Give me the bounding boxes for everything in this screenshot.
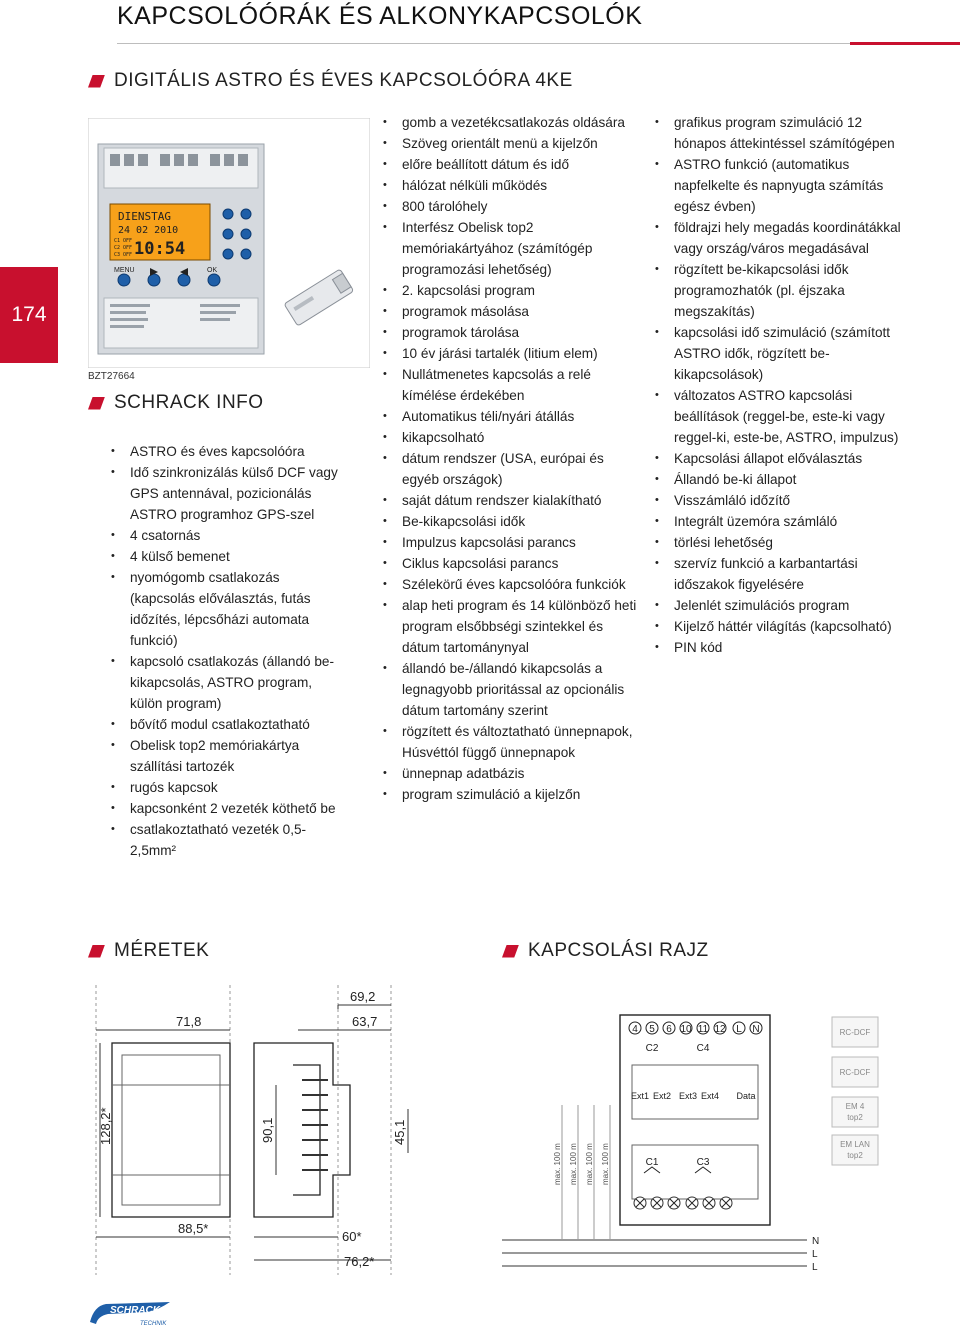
list-item: • grafikus program szimuláció 12 hónapos áttekintéssel számítógépen bbox=[651, 112, 913, 154]
list-item: • Visszámláló időzítő bbox=[651, 490, 913, 511]
product-title: DIGITÁLIS ASTRO ÉS ÉVES KAPCSOLÓÓRA 4KE bbox=[114, 70, 573, 91]
list-item: • alap heti program és 14 különböző heti program elsőbbségi szintekkel és dátum tartománynyal bbox=[379, 595, 641, 658]
list-item: • rugós kapcsok bbox=[107, 777, 347, 798]
list-item: • rögzített és változtatható ünnepnapok, Húsvéttól függő ünnepnapok bbox=[379, 721, 641, 763]
menu-label: MENU bbox=[114, 267, 135, 274]
input-data: Data bbox=[736, 1091, 756, 1101]
max-length-note-2: max. 100 m bbox=[569, 1143, 578, 1185]
dim-63-7: 63,7 bbox=[352, 1014, 378, 1029]
terminal-11: 11 bbox=[697, 1024, 709, 1035]
list-item: • Interfész Obelisk top2 memóriakártyához (számítógép programozási lehetőség) bbox=[379, 217, 641, 280]
dimension-drawing bbox=[88, 985, 495, 1275]
display-channel-2: C2 OFF bbox=[114, 245, 133, 251]
dimensions-title: MÉRETEK bbox=[114, 940, 210, 961]
terminal-n: N bbox=[752, 1024, 760, 1035]
info-title: SCHRACK INFO bbox=[114, 392, 264, 413]
list-item: • rögzített be-kikapcsolási idők programozhatók (pl. éjszaka megszakítás) bbox=[651, 259, 913, 322]
terminal-l: L bbox=[736, 1024, 742, 1035]
list-item: • előre beállított dátum és idő bbox=[379, 154, 641, 175]
page-title: KAPCSOLÓÓRÁK ÉS ALKONYKAPCSOLÓK bbox=[117, 2, 643, 30]
input-ext2: Ext2 bbox=[652, 1091, 672, 1101]
display-time: 10:54 bbox=[134, 239, 186, 259]
input-ext1: Ext1 bbox=[630, 1091, 650, 1101]
list-item: • Impulzus kapcsolási parancs bbox=[379, 532, 641, 553]
list-item: • változatos ASTRO kapcsolási beállítások (reggel-be, este-ki vagy reggel-ki, este-be, ASTRO, impulzus) bbox=[651, 385, 913, 448]
title-rule bbox=[117, 43, 960, 44]
section-marker-icon bbox=[502, 945, 519, 958]
input-ext4: Ext4 bbox=[700, 1091, 720, 1101]
feature-list-1 bbox=[107, 441, 347, 861]
terminal-10: 10 bbox=[680, 1024, 692, 1035]
wiring-title: KAPCSOLÁSI RAJZ bbox=[528, 940, 709, 961]
title-rule-accent bbox=[850, 42, 960, 45]
max-length-note-4: max. 100 m bbox=[601, 1143, 610, 1185]
dim-76-2: 76,2* bbox=[344, 1254, 375, 1269]
terminal-6: 6 bbox=[666, 1024, 672, 1035]
list-item: • kapcsoló csatlakozás (állandó be-kikapcsolás, ASTRO program, külön program) bbox=[107, 651, 347, 714]
max-length-note-1: max. 100 m bbox=[553, 1143, 562, 1185]
list-item: • Szöveg orientált menü a kijelzőn bbox=[379, 133, 641, 154]
list-item: • Jelenlét szimulációs program bbox=[651, 595, 913, 616]
list-item: • program szimuláció a kijelzőn bbox=[379, 784, 641, 805]
feature-list-2 bbox=[379, 112, 641, 805]
list-item: • földrajzi hely megadás koordinátákkal vagy ország/város megadásával bbox=[651, 217, 913, 259]
dim-69-2: 69,2 bbox=[350, 989, 376, 1004]
list-item: • nyomógomb csatlakozás (kapcsolás előválasztás, futás időzítés, lépcsőházi automata funkció) bbox=[107, 567, 347, 651]
dimensions-heading bbox=[88, 940, 209, 962]
list-item: • 2. kapcsolási program bbox=[379, 280, 641, 301]
display-channel-1: C1 OFF bbox=[114, 238, 133, 244]
terminal-12: 12 bbox=[714, 1024, 726, 1035]
phase-l1: L bbox=[812, 1249, 818, 1260]
list-item: • 4 külső bemenet bbox=[107, 546, 347, 567]
dim-45-1: 45,1 bbox=[392, 1119, 407, 1145]
section-marker-icon bbox=[88, 75, 105, 88]
display-date: 24 02 2010 bbox=[118, 225, 179, 236]
module-em4-top2: top2 bbox=[847, 1113, 863, 1122]
section-marker-icon bbox=[88, 945, 105, 958]
list-item: • gomb a vezetékcsatlakozás oldására bbox=[379, 112, 641, 133]
input-ext3: Ext3 bbox=[678, 1091, 698, 1101]
list-item: • csatlakoztatható vezeték 0,5-2,5mm² bbox=[107, 819, 347, 861]
list-item: • Kapcsolási állapot előválasztás bbox=[651, 448, 913, 469]
list-item: • Idő szinkronizálás külső DCF vagy GPS antennával, pozicionálás ASTRO programhoz GPS-szel bbox=[107, 462, 347, 525]
list-item: • ASTRO és éves kapcsolóóra bbox=[107, 441, 347, 462]
dim-60: 60* bbox=[342, 1229, 362, 1244]
ok-label: OK bbox=[207, 267, 218, 274]
group-c4: C4 bbox=[696, 1043, 710, 1054]
list-item: • dátum rendszer (USA, európai és egyéb országok) bbox=[379, 448, 641, 490]
module-em4: EM 4 bbox=[845, 1102, 865, 1111]
list-item: • programok tárolása bbox=[379, 322, 641, 343]
list-item: • programok másolása bbox=[379, 301, 641, 322]
logo-text: SCHRACK bbox=[110, 1305, 160, 1316]
list-item: • saját dátum rendszer kialakítható bbox=[379, 490, 641, 511]
wiring-heading bbox=[502, 940, 709, 962]
module-rc-dcf-1: RC-DCF bbox=[839, 1028, 871, 1037]
terminal-4: 4 bbox=[632, 1024, 638, 1035]
list-item: • hálózat nélküli működés bbox=[379, 175, 641, 196]
list-item: • Automatikus téli/nyári átállás bbox=[379, 406, 641, 427]
list-item: • állandó be-/állandó kikapcsolás a legnagyobb prioritással az opcionális dátum tartomány szerint bbox=[379, 658, 641, 721]
product-code: BZT27664 bbox=[88, 371, 135, 382]
list-item: • PIN kód bbox=[651, 637, 913, 658]
list-item: • szervíz funkció a karbantartási időszakok figyelésére bbox=[651, 553, 913, 595]
dim-71-8: 71,8 bbox=[176, 1014, 202, 1029]
phase-l2: L bbox=[812, 1262, 818, 1273]
feature-list-3 bbox=[651, 112, 913, 658]
module-rc-dcf-2: RC-DCF bbox=[839, 1068, 871, 1077]
terminal-5: 5 bbox=[649, 1024, 655, 1035]
page-number-tab bbox=[0, 267, 58, 363]
list-item: • Állandó be-ki állapot bbox=[651, 469, 913, 490]
display-channel-3: C3 OFF bbox=[114, 252, 133, 258]
list-item: • kapcsonként 2 vezeték köthető be bbox=[107, 798, 347, 819]
list-item: • Obelisk top2 memóriakártya szállítási tartozék bbox=[107, 735, 347, 777]
dim-88-5: 88,5* bbox=[178, 1221, 209, 1236]
section-marker-icon bbox=[88, 397, 105, 410]
module-em-lan-top2: top2 bbox=[847, 1151, 863, 1160]
dim-128-2: 128,2* bbox=[98, 1107, 113, 1145]
dim-90-1: 90,1 bbox=[260, 1117, 275, 1143]
group-c1: C1 bbox=[645, 1157, 659, 1168]
logo-subtext: TECHNIK bbox=[140, 1321, 167, 1327]
list-item: • kapcsolási idő szimuláció (számított ASTRO idők, rögzített be-kikapcsolások) bbox=[651, 322, 913, 385]
list-item: • Ciklus kapcsolási parancs bbox=[379, 553, 641, 574]
schrack-logo bbox=[88, 1300, 172, 1328]
product-heading bbox=[88, 70, 573, 92]
phase-n: N bbox=[812, 1236, 820, 1247]
list-item: • Kijelző háttér világítás (kapcsolható) bbox=[651, 616, 913, 637]
list-item: • Szélekörű éves kapcsolóóra funkciók bbox=[379, 574, 641, 595]
list-item: • 10 év járási tartalék (litium elem) bbox=[379, 343, 641, 364]
display-day: DIENSTAG bbox=[118, 210, 171, 223]
list-item: • 4 csatornás bbox=[107, 525, 347, 546]
list-item: • Nullátmenetes kapcsolás a relé kímélése érdekében bbox=[379, 364, 641, 406]
list-item: • 800 tárolóhely bbox=[379, 196, 641, 217]
page-number: 174 bbox=[11, 303, 47, 326]
group-c3: C3 bbox=[696, 1157, 710, 1168]
max-length-note-3: max. 100 m bbox=[585, 1143, 594, 1185]
list-item: • kikapcsolható bbox=[379, 427, 641, 448]
list-item: • törlési lehetőség bbox=[651, 532, 913, 553]
wiring-diagram bbox=[502, 985, 882, 1275]
list-item: • ASTRO funkció (automatikus napfelkelte és napnyugta számítás egész évben) bbox=[651, 154, 913, 217]
module-em-lan: EM LAN bbox=[840, 1140, 870, 1149]
list-item: • bővítő modul csatlakoztatható bbox=[107, 714, 347, 735]
list-item: • Integrált üzemóra számláló bbox=[651, 511, 913, 532]
group-c2: C2 bbox=[645, 1043, 659, 1054]
list-item: • Be-kikapcsolási idők bbox=[379, 511, 641, 532]
product-photo bbox=[88, 118, 370, 368]
list-item: • ünnepnap adatbázis bbox=[379, 763, 641, 784]
info-heading bbox=[88, 392, 264, 414]
